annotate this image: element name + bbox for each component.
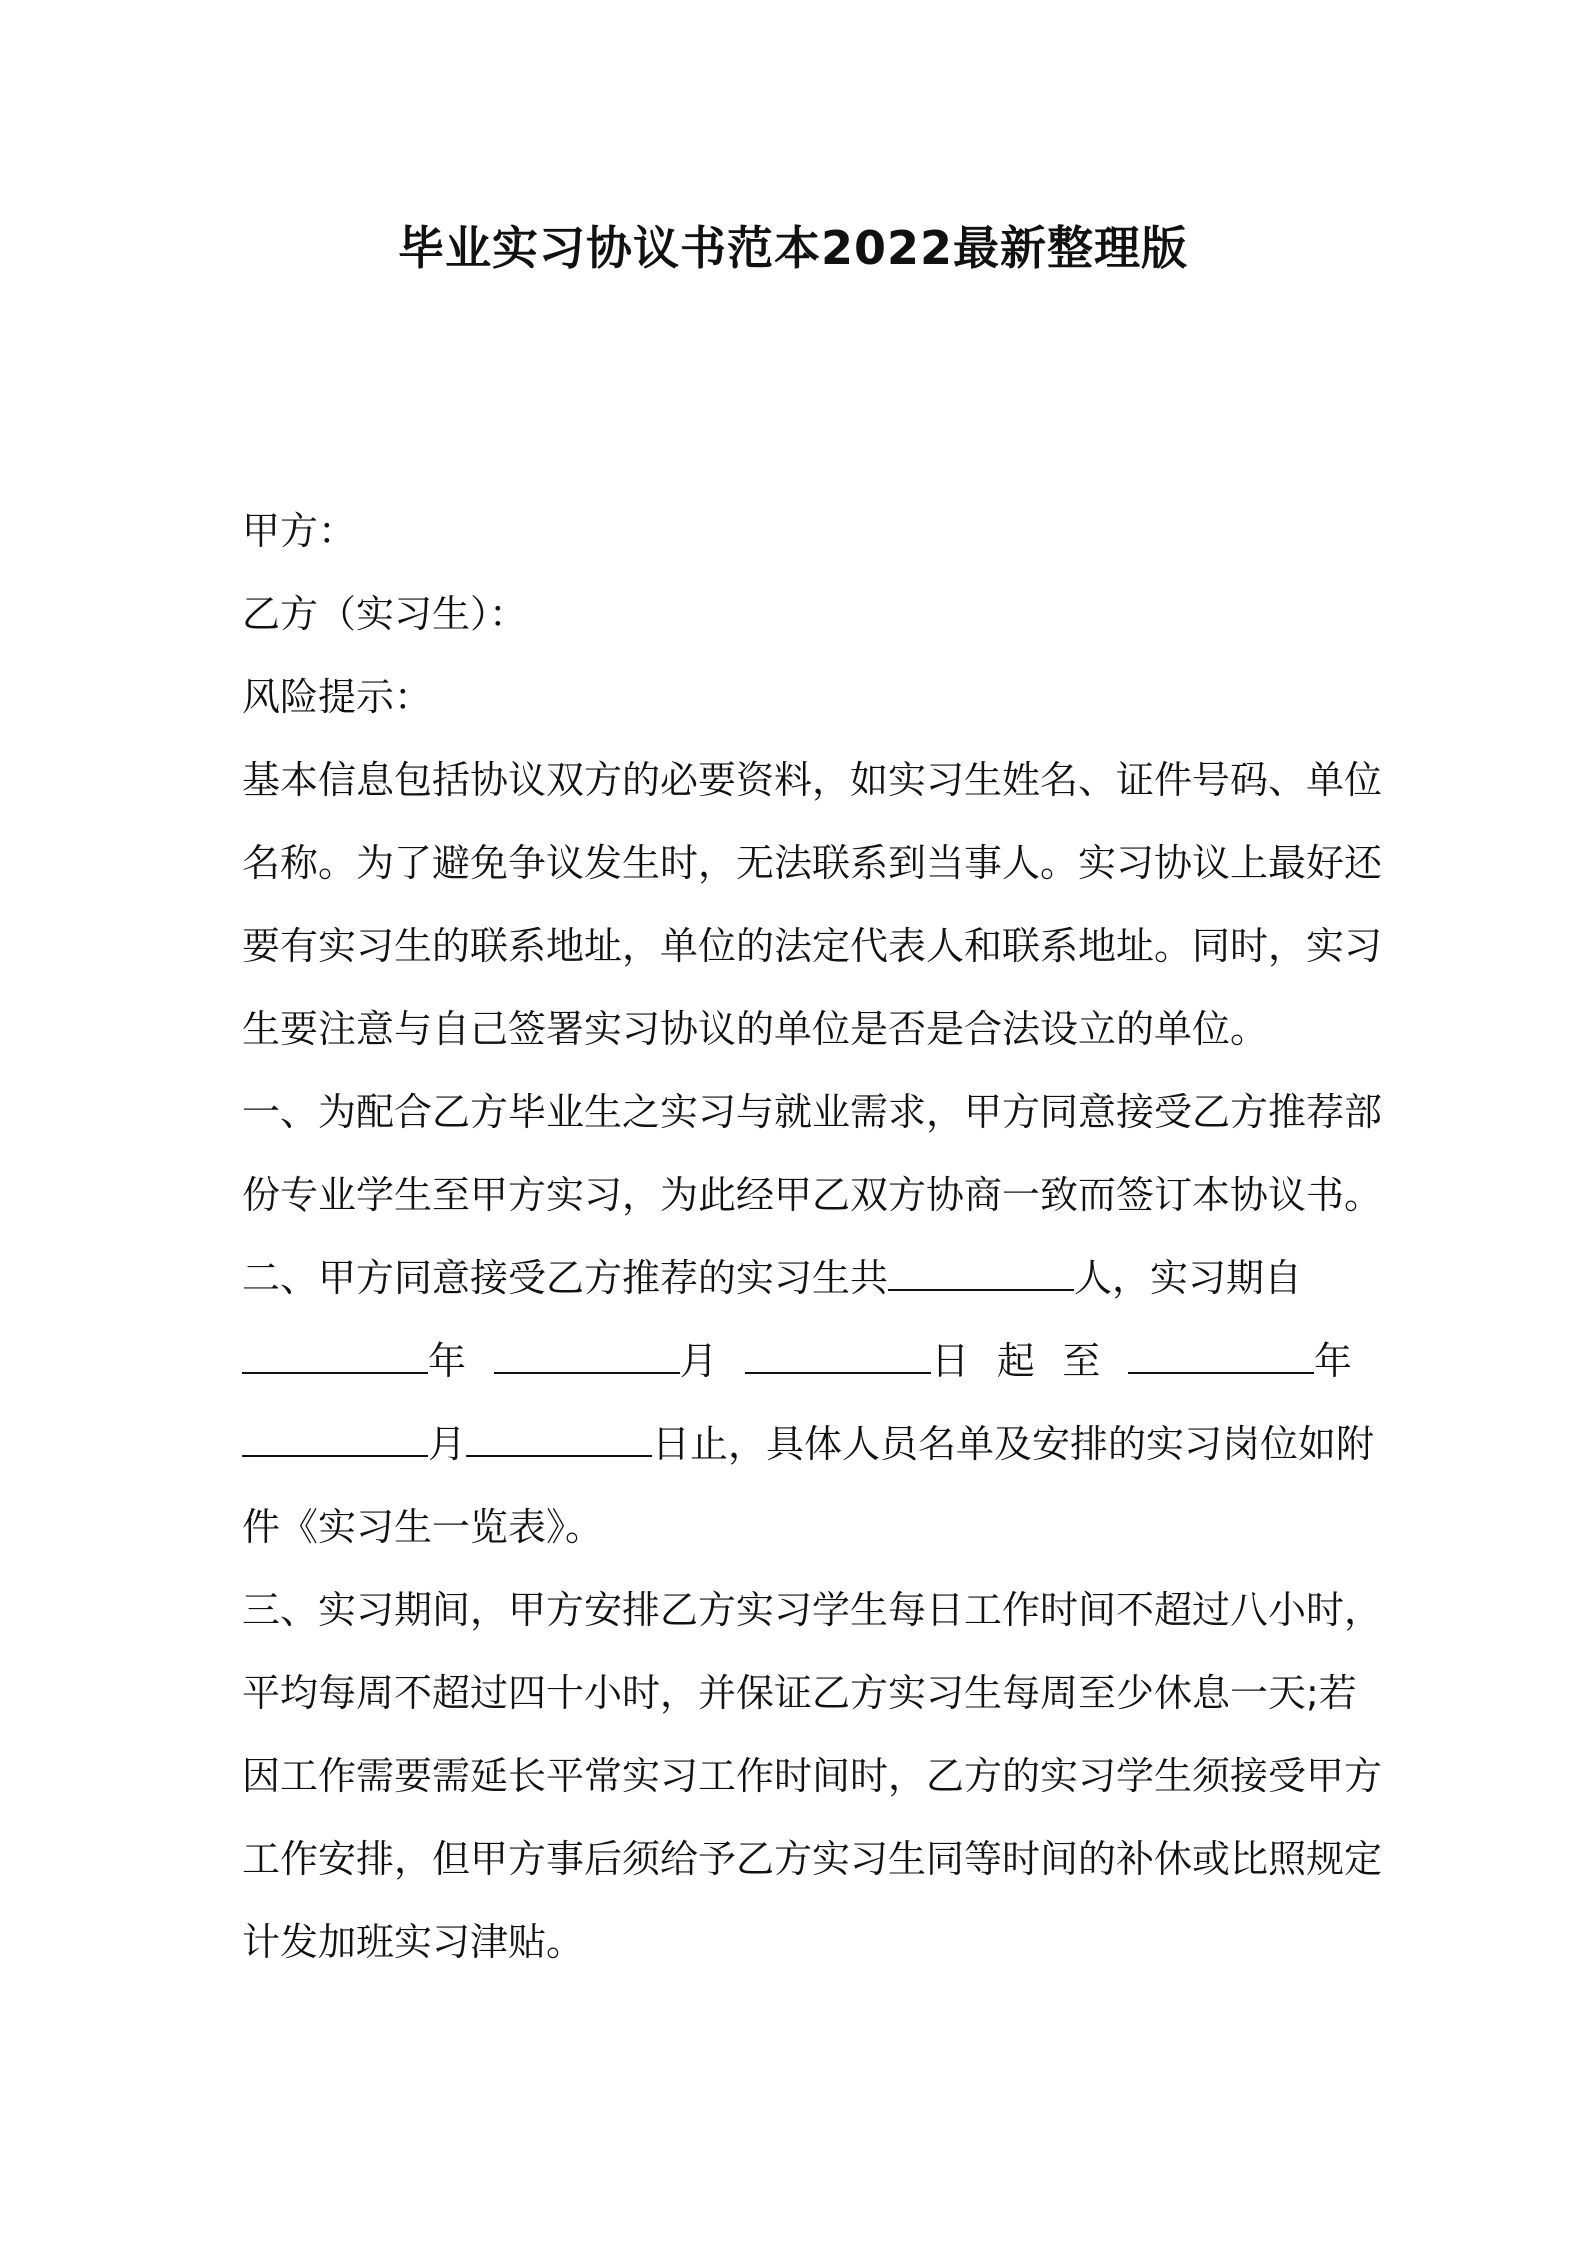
risk-line: 基本信息包括协议双方的必要资料，如实习生姓名、证件号码、单位	[242, 758, 1383, 802]
end-month-blank[interactable]	[242, 1403, 428, 1457]
clause-2-line-3	[242, 1403, 1375, 1486]
risk-heading: 风险提示：	[242, 675, 433, 719]
party-a-field: 甲方：	[242, 509, 357, 553]
clause-2-line-2	[242, 1320, 1352, 1403]
clause-3-line: 平均每周不超过四十小时，并保证乙方实习生每周至少休息一天;若	[242, 1671, 1357, 1715]
clause-3-line: 工作安排，但甲方事后须给予乙方实习生同等时间的补休或比照规定	[242, 1837, 1383, 1881]
document-title: 毕业实习协议书范本2022最新整理版	[397, 221, 1189, 275]
clause-2-text: 日止，具体人员名单及安排的实习岗位如附	[652, 1422, 1375, 1466]
year-label: 年	[1313, 1339, 1352, 1383]
clause-3-line: 计发加班实习津贴。	[242, 1920, 585, 1964]
party-b-field: 乙方（实习生）：	[242, 592, 528, 636]
clause-2-text: 人，实习期自	[1074, 1256, 1303, 1300]
clause-2-text: 二、甲方同意接受乙方推荐的实习生共	[242, 1256, 889, 1300]
month-label: 月	[428, 1422, 467, 1466]
clause-2	[242, 1237, 1375, 1569]
risk-paragraph	[242, 739, 1383, 1071]
clause-3-line: 三、实习期间，甲方安排乙方实习学生每日工作时间不超过八小时，	[242, 1588, 1383, 1632]
month-label: 月	[679, 1339, 718, 1383]
qi-label: 起	[996, 1339, 1035, 1383]
end-year-blank[interactable]	[1128, 1320, 1314, 1374]
intern-count-blank[interactable]	[888, 1237, 1074, 1291]
clause-2-line-1	[242, 1237, 1352, 1320]
day-label: 日	[931, 1339, 970, 1383]
clause-3	[242, 1569, 1383, 1984]
risk-line: 名称。为了避免争议发生时，无法联系到当事人。实习协议上最好还	[242, 841, 1383, 885]
start-day-blank[interactable]	[745, 1320, 931, 1374]
clause-1-line: 一、为配合乙方毕业生之实习与就业需求，甲方同意接受乙方推荐部	[242, 1090, 1383, 1134]
year-label: 年	[428, 1339, 467, 1383]
risk-line: 要有实习生的联系地址，单位的法定代表人和联系地址。同时，实习	[242, 924, 1383, 968]
clause-1-line: 份专业学生至甲方实习，为此经甲乙双方协商一致而签订本协议书。	[242, 1173, 1383, 1217]
clause-1	[242, 1071, 1383, 1237]
risk-line: 生要注意与自己签署实习协议的单位是否是合法设立的单位。	[242, 1007, 1269, 1051]
end-day-blank[interactable]	[466, 1403, 652, 1457]
clause-2-line-4: 件《实习生一览表》。	[242, 1505, 604, 1549]
clause-3-line: 因工作需要需延长平常实习工作时间时，乙方的实习学生须接受甲方	[242, 1754, 1383, 1798]
start-month-blank[interactable]	[494, 1320, 680, 1374]
document-body	[242, 490, 1383, 1984]
zhi-label: 至	[1062, 1339, 1101, 1383]
start-year-blank[interactable]	[242, 1320, 428, 1374]
